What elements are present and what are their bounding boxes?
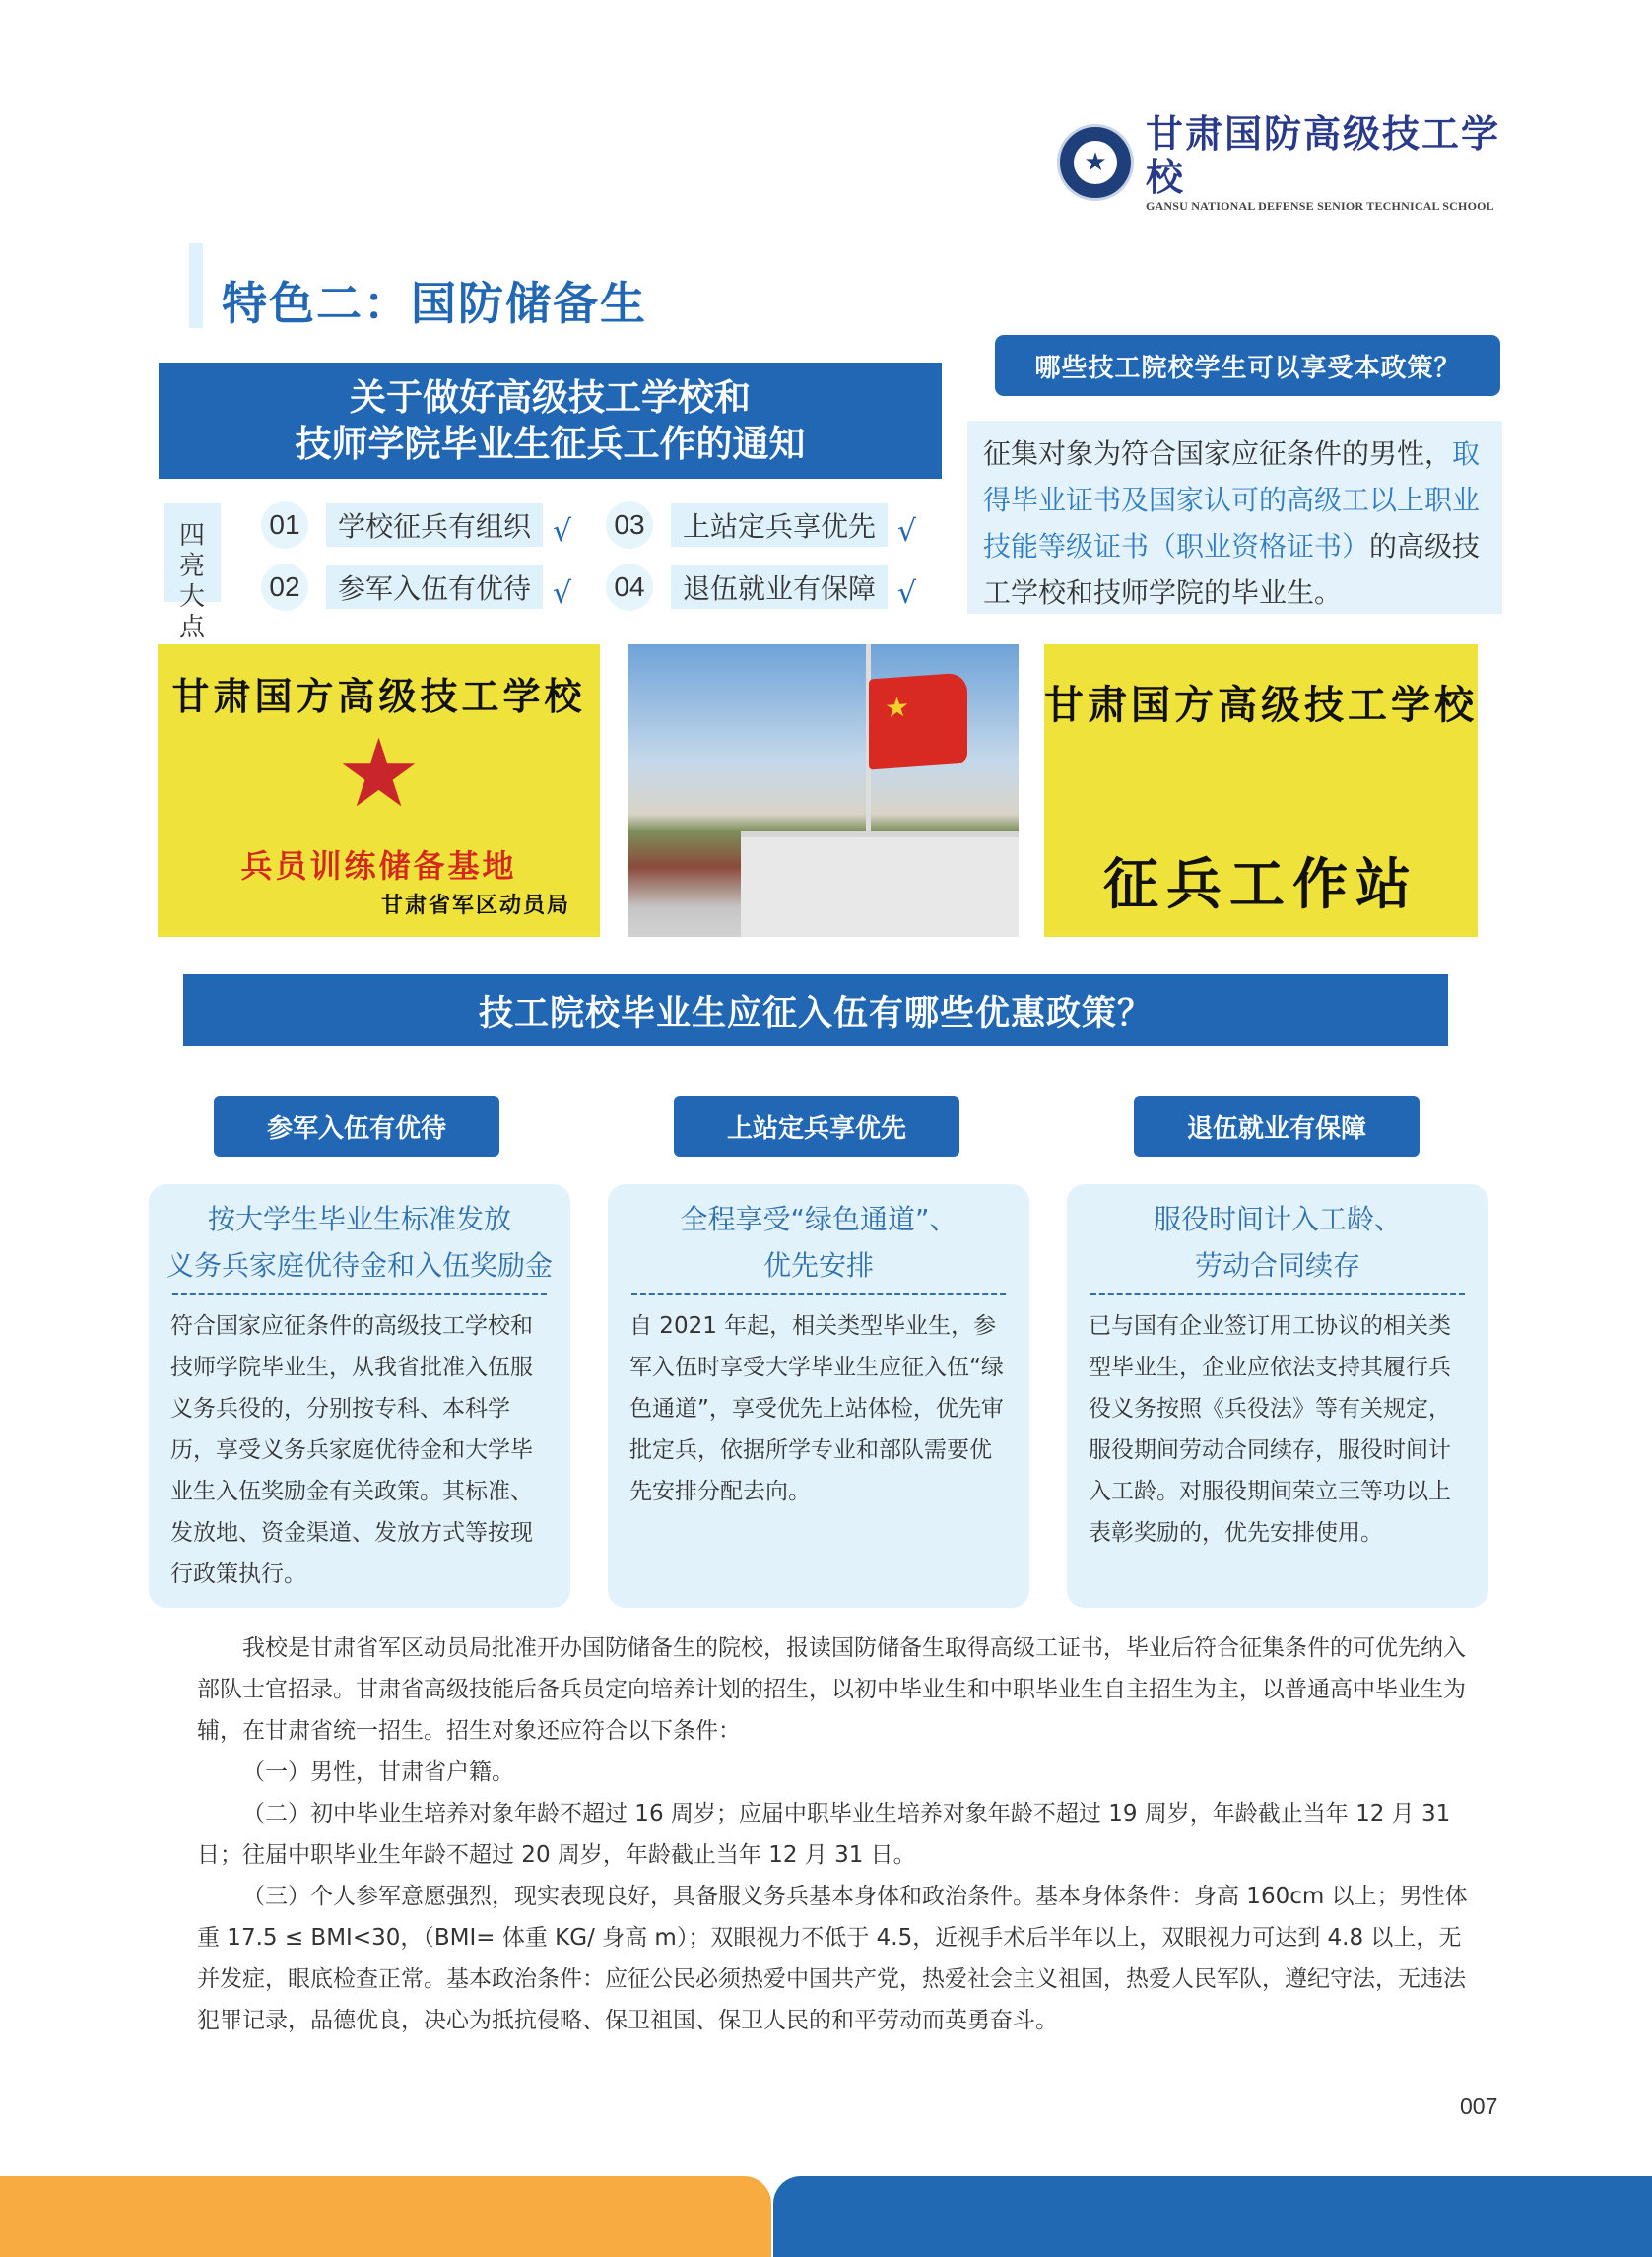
check-icon: √: [897, 514, 917, 549]
school-emblem-icon: ★: [1057, 124, 1134, 201]
flag-raising-photo: [628, 644, 1019, 937]
dashed-divider: [172, 1293, 547, 1295]
intro-paragraph: 我校是甘肃省军区动员局批准开办国防储备生的院校，报读国防储备生取得高级工证书，毕业后符合征集条件的可优先纳入部队士官招录。甘肃省高级技能后备兵员定向培养计划的招生，以初中毕业生和中职毕业生自主招生为主，以普通高中毕业生为辅，在甘肃省统一招生。招生对象还应符合以下条件：: [197, 1635, 1466, 1744]
policy-tab-employment-guarantee: 退伍就业有保障: [1134, 1096, 1420, 1157]
check-icon: √: [553, 576, 572, 611]
notice-line-1: 关于做好高级技工学校和: [350, 376, 751, 419]
policy-card: [608, 1184, 1029, 1608]
point-item: [261, 563, 571, 611]
footer-blue-bar: [773, 2176, 1652, 2257]
check-icon: √: [553, 514, 572, 549]
card-body: 自 2021 年起，相关类型毕业生，参军入伍时享受大学毕业生应征入伍“绿色通道”，享受优先上站体检，优先审批定兵，依据所学专业和部队需要优先安排分配去向。: [629, 1313, 1004, 1504]
training-base-sign-image: [158, 644, 600, 937]
footer-orange-bar: [0, 2176, 771, 2257]
body-text: [197, 1627, 1468, 2041]
policy-tab-priority-station: 上站定兵享优先: [674, 1096, 959, 1157]
point-item: [606, 500, 916, 549]
notice-banner: [159, 363, 942, 479]
sign-red-text: 兵员训练储备基地: [240, 847, 517, 885]
point-item: [606, 563, 916, 611]
check-icon: √: [897, 576, 917, 611]
policy-banner: 技工院校毕业生应征入伍有哪些优惠政策？: [183, 974, 1448, 1046]
stone-railing: [741, 831, 1019, 937]
point-label: 参军入伍有优待: [326, 565, 543, 609]
point-label: 学校征兵有组织: [326, 503, 543, 547]
sign-main-text: 征兵工作站: [1103, 853, 1419, 917]
sign-issuer-text: 甘肃省军区动员局: [380, 894, 570, 918]
red-star-icon: ★: [336, 718, 422, 829]
dashed-divider: [631, 1293, 1006, 1295]
policy-card: [149, 1184, 570, 1608]
logo-chinese-name: 甘肃国防高级技工学校: [1146, 110, 1501, 199]
policy-card: [1067, 1184, 1488, 1608]
national-flag-icon: [869, 673, 967, 770]
point-number: 03: [606, 501, 653, 549]
section-title-accent-bar: [189, 243, 203, 328]
recruitment-station-sign-image: [1044, 644, 1478, 937]
point-label: 上站定兵享优先: [671, 503, 888, 547]
notice-line-2: 技师学院毕业生征兵工作的通知: [295, 423, 806, 465]
card-title: 服役时间计入工龄、 劳动合同续存: [1153, 1203, 1402, 1282]
logo-english-name: GANSU NATIONAL DEFENSE SENIOR TECHNICAL SCHOOL: [1146, 198, 1494, 213]
card-title: 按大学生毕业生标准发放 义务兵家庭优待金和入伍奖励金: [165, 1203, 553, 1282]
point-number: 02: [261, 564, 308, 611]
dashed-divider: [1090, 1293, 1465, 1295]
four-points-label: 四 亮 大 点: [164, 503, 221, 602]
page-number: 007: [1460, 2093, 1498, 2119]
card-title: 全程享受“绿色通道”、 优先安排: [680, 1203, 958, 1282]
point-item: [261, 500, 571, 549]
point-label: 退伍就业有保障: [671, 565, 888, 609]
school-logo: [1057, 110, 1510, 213]
condition-2: （二）初中毕业生培养对象年龄不超过 16 周岁；应届中职毕业生培养对象年龄不超过 19 周岁，年龄截止当年 12 月 31 日；往届中职毕业生年龄不超过 20 周岁，年龄截止当年 12 月 31 日。: [197, 1801, 1451, 1868]
card-body: 符合国家应征条件的高级技工学校和技师学院毕业生，从我省批准入伍服义务兵役的，分别按专科、本科学历，享受义务兵家庭优待金和大学毕业生入伍奖励金有关政策。其标准、发放地、资金渠道、发放方式等按现行政策执行。: [170, 1313, 533, 1587]
flag-star-icon: ★: [885, 690, 910, 725]
condition-3: （三）个人参军意愿强烈，现实表现良好，具备服义务兵基本身体和政治条件。基本身体条件：身高 160cm 以上；男性体重 17.5 ≤ BMI<30，（BMI= 体重 KG/ 身高 m）；双眼视力不低于 4.5，近视手术后半年以上，双眼视力可达到 4.8 以上，无并发症，眼底检查正常。基本政治条件：应征公民必须热爱中国共产党，热爱社会主义祖国，热爱人民军队，遵纪守法，无违法犯罪记录，品德优良，决心为抵抗侵略、保卫祖国、保卫人民的和平劳动而英勇奋斗。: [197, 1884, 1468, 2033]
point-number: 04: [606, 564, 653, 611]
point-number: 01: [261, 501, 308, 549]
sign-arc-text: 甘肃国方高级技工学校: [1044, 682, 1478, 728]
eligibility-text: 征集对象为符合国家应征条件的男性，取得毕业证书及国家认可的高级工以上职业技能等级证书（职业资格证书）的高级技工学校和技师学院的毕业生。: [967, 421, 1502, 614]
policy-tab-enlistment-benefits: 参军入伍有优待: [214, 1096, 499, 1157]
condition-1: （一）男性，甘肃省户籍。: [242, 1759, 514, 1785]
eligibility-heading: 哪些技工院校学生可以享受本政策？: [995, 335, 1500, 396]
eligibility-highlight: 取得毕业证书及国家认可的高级工以上职业技能等级证书（职业资格证书）: [983, 437, 1481, 563]
section-title: 特色二：国防储备生: [222, 277, 647, 330]
sign-arc-text: 甘肃国方高级技工学校: [171, 674, 586, 718]
card-body: 已与国有企业签订用工协议的相关类型毕业生，企业应依法支持其履行兵役义务按照《兵役法》等有关规定，服役期间劳动合同续存，服役时间计入工龄。对服役期间荣立三等功以上表彰奖励的，优先安排使用。: [1089, 1313, 1451, 1546]
